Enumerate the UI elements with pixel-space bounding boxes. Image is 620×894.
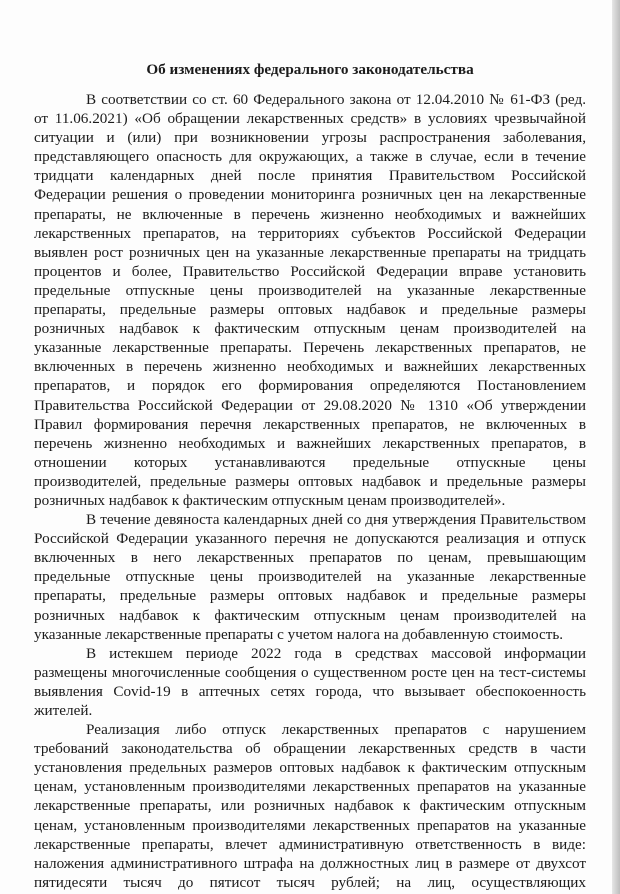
page-edge-shadow (612, 0, 620, 894)
text-line: препараты, предельные размеры оптовых надбавок и предельные размеры (34, 301, 586, 319)
text-line: выявлен рост розничных цен на указанные лекарственные препараты на тридцать (34, 243, 586, 261)
text-line: пятидесяти тысяч до пятисот тысяч рублей; на лиц, осуществляющих (34, 873, 586, 891)
text-line: установления предельных размеров оптовых надбавок к фактическим отпускным (34, 759, 586, 777)
text-line: В истекшем периоде 2022 года в средствах массовой информации (86, 644, 586, 662)
text-line: розничных надбавок к фактическим отпускным ценам производителей». (34, 491, 506, 509)
text-line: требований законодательства об обращении лекарственных средств в части (34, 740, 586, 758)
text-line: В течение девяноста календарных дней со дня утверждения Правительством (86, 511, 586, 529)
text-line: отношении которых устанавливаются предельные отпускные цены (34, 453, 586, 471)
text-line: ценам, установленным производителями лекарственных препаратов на указанные (34, 816, 586, 834)
text-line: препаратов, и порядок его формирования определяются Постановлением (34, 377, 586, 395)
text-line: от 11.06.2021) «Об обращении лекарственных средств» в условиях чрезвычайной (34, 110, 586, 128)
document-title: Об изменениях федерального законодательства (146, 61, 474, 78)
text-line: предельные отпускные цены производителей на указанные лекарственные (34, 568, 586, 586)
text-line: Федерации решения о проведении мониторинга розничных цен на лекарственные (34, 186, 586, 204)
text-line: жителей. (34, 702, 93, 719)
text-line: размещены многочисленные сообщения о существенном росте цен на тест-системы (34, 663, 586, 681)
text-line: ценам, установленным производителями лекарственных препаратов на указанные (34, 778, 586, 796)
text-line: В соответствии со ст. 60 Федерального закона от 12.04.2010 № 61-ФЗ (ред. (86, 91, 586, 108)
text-line: лекарственных препаратов, на территориях субъектов Российской Федерации (34, 224, 586, 242)
text-line: тридцати календарных дней после принятия Правительством Российской (34, 167, 586, 185)
text-line: лекарственные препараты, влечет административную ответственность в виде: (34, 835, 586, 853)
text-line: включенных в перечень жизненно необходимых и важнейших лекарственных (34, 358, 586, 376)
text-line: Российской Федерации указанного перечня не допускаются реализация и отпуск (34, 530, 586, 548)
text-line: розничных надбавок к фактическим отпускным ценам производителей на (34, 606, 586, 624)
text-line: перечень жизненно необходимых и важнейших лекарственных препаратов, в (34, 434, 586, 452)
text-line: Правил формирования перечня лекарственных препаратов, не включенных в (34, 415, 586, 433)
paragraph (34, 644, 586, 720)
text-line: представляющего опасность для окружающих, а также в случае, если в течение (34, 148, 586, 166)
paragraph (34, 510, 586, 644)
text-line: процентов и более, Правительство Российской Федерации вправе установить (34, 262, 586, 280)
text-line: включенных в него лекарственных препаратов по ценам, превышающим (34, 549, 586, 567)
text-line: указанные лекарственные препараты. Перечень лекарственных препаратов, не (34, 339, 586, 357)
document-body (34, 90, 586, 892)
text-line: ситуации и (или) при возникновении угрозы распространения заболевания, (34, 129, 586, 147)
text-line: Реализация либо отпуск лекарственных препаратов с нарушением (86, 721, 586, 739)
text-line: производителей, предельные размеры оптовых надбавок и предельные размеры (34, 472, 586, 490)
text-line: предельные отпускные цены производителей на указанные лекарственные (34, 281, 586, 299)
text-line: лекарственные препараты, или розничных надбавок к фактическим отпускным (34, 797, 586, 815)
text-line: Правительства Российской Федерации от 29.08.2020 № 1310 «Об утверждении (34, 396, 586, 414)
paragraph (34, 90, 586, 510)
paragraph (34, 720, 586, 892)
text-line: препараты, предельные размеры оптовых надбавок и предельные размеры (34, 587, 586, 605)
text-line: розничных надбавок к фактическим отпускным ценам производителей на (34, 320, 586, 338)
text-line: препараты, не включенные в перечень жизненно необходимых и важнейших (34, 205, 586, 223)
text-line: указанные лекарственные препараты с учетом налога на добавленную стоимость. (34, 625, 564, 643)
text-line: выявления Covid-19 в аптечных сетях города, что вызывает обеспокоенность (34, 682, 586, 700)
text-line: наложения административного штрафа на должностных лиц в размере от двухсот (34, 854, 586, 872)
